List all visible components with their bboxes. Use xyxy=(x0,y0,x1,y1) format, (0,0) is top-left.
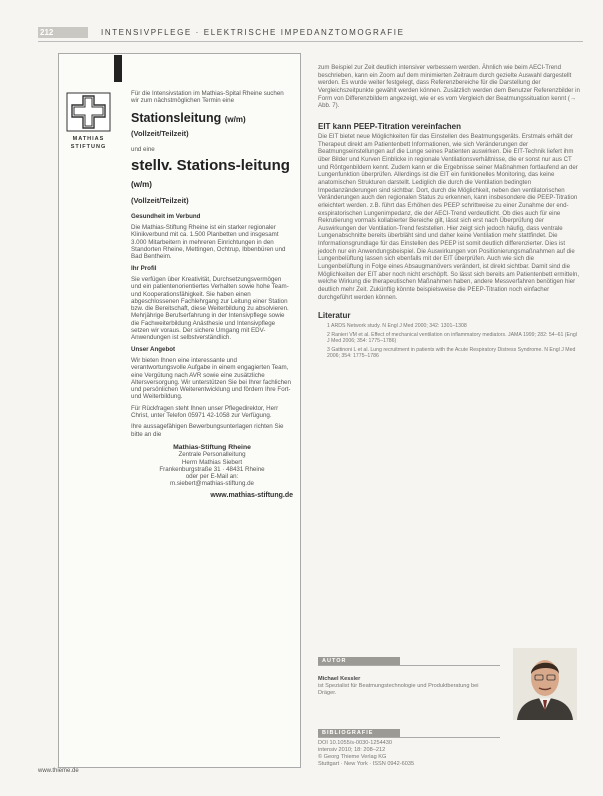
job1-suffix: (w/m) xyxy=(224,114,246,124)
article-subheading: EIT kann PEEP-Titration vereinfachen xyxy=(318,121,461,131)
page-number: 212 xyxy=(38,27,88,38)
author-photo xyxy=(513,648,577,720)
ad-section-heading: Gesundheit im Verbund xyxy=(131,212,201,220)
ad-intro: Für die Intensivstation im Mathias-Spital Rheine suchen wir zum nächstmöglichen Termin eine xyxy=(131,90,284,105)
reference-item: 2 Ranieri VM et al. Effect of mechanical ventilation on inflammatory mediators. JAMA 1999; 282: 54–61 (Engl J Med 2006; 354: 1775–1786) xyxy=(327,331,577,345)
bibliography-box xyxy=(318,740,498,768)
reference-item: 3 Gattinoni L et al. Lung recruitment in patients with the Acute Respiratory Distress Syndrome. N Engl J Med 2006; 354: 1775–1786 xyxy=(327,346,576,359)
bibliography-rule xyxy=(318,737,500,738)
author-tag: AUTOR xyxy=(318,657,400,665)
ad-accent-bar xyxy=(114,55,122,82)
ad-connector: und eine xyxy=(131,145,155,153)
biblio-line: Stuttgart · New York · ISSN 0942-6035 xyxy=(318,761,415,767)
job1-title: Stationsleitung xyxy=(131,110,222,125)
ad-body xyxy=(131,90,293,499)
contact-org: Mathias-Stiftung Rheine xyxy=(173,443,251,451)
author-box xyxy=(318,676,498,697)
job1-sub: (Vollzeit/Teilzeit) xyxy=(131,128,189,138)
author-name: Michael Kessler xyxy=(318,676,361,682)
ad-section-text: Wir bieten Ihnen eine interessante und verantwortungsvolle Aufgabe in einem engagierten Team, eine Vergütung nach AVR sowie eine zusätzliche Altersversorgung. Wir unterstützen Sie bei Ihrer fachlichen und persönlichen Weiterentwicklung und fördern Ihre Fort- und Weiterbildung. xyxy=(131,356,291,401)
job2-title-line xyxy=(131,157,293,193)
contact-line: Zentrale Personalleitung xyxy=(178,451,246,459)
author-role: ist Spezialist für Beatmungstechnologie und Produktberatung bei Dräger. xyxy=(318,683,479,696)
biblio-line: © Georg Thieme Verlag KG xyxy=(318,754,387,760)
reference-item: 1 ARDS Network study. N Engl J Med 2000; 342: 1301–1308 xyxy=(327,323,467,330)
svg-text:MATHIAS: MATHIAS xyxy=(72,136,105,142)
article-paragraph: Die EIT bietet neue Möglichkeiten für das Einstellen des Beatmungsgeräts. Erstmals erhält der Therapeut direkt am Patientenbett Informationen, wie sich Veränderungen der Beatmungseinstellungen auf die Lunge seines Patienten auswirken. Die EIT-Technik liefert ihm über Bilder und Kurven Einblicke in regionale Ventilationsverhältnisse, die er sonst nur aus CT und Röntgenbildern kennt. Zudem kann er die Ergebnisse seiner Maßnahmen fortlaufend an der Lungenfunktion überprüfen. Allerdings ist die EIT ein funktionelles Monitoring, das keine anatomischen Strukturen darstellt. Lediglich die durch die Ventilation bedingten Impedanzänderungen sind sichtbar. Dort, durch die Möglichkeit, neben den ventilatorischen Veränderungen auch den regionalen Status zu erkennen, kann insbesondere die PEEP-Titration erleichtert werden. z.B. führt das Erhöhen des PEEP schrittweise zu einer Zunahme der end-exspiratorischen Lungenimpedanz, die der AECI-Trend verdeutlicht. Ob dies auch für eine Rekrutierung vormals kollabierter Bereiche gilt, lässt sich erst nach Überprüfung der Auswirkungen der Ventilation-Trend feststellen. Hier zeigt sich jedoch häufig, dass ventrale Lungenabschnitte bereits überbläht sind und daher keine Ventilation mehr stattfindet. Die Informationsgrundlage für das Einstellen des PEEP ist somit deutlich differenzierter. Dies ist jedoch nur ein Anwendungsbeispiel. Die Auswirkungen von Positionierungsmaßnahmen auf die Lungenbelüftung lassen sich ebenfalls mit der EIT überprüfen. Auch wie sich die Lungenbelüftung in Folge eines Absaugmanövers verändert, ist direkt sichtbar. Damit sind die Möglichkeiten der EIT aber noch nicht erschöpft. So lässt sich bereits am Patientenbett ermitteln, welche Wirkung die therapeutischen Maßnahmen haben, andere Messverfahren benötigen hier deutlich mehr Zeit. Zukünftig könnte beispielsweise die PEEP-Titration noch einfacher durchgeführt werden können. xyxy=(318,132,580,301)
contact-email[interactable]: m.siebert@mathias-stiftung.de xyxy=(169,480,254,488)
author-portrait-icon xyxy=(513,648,577,720)
ad-section-heading: Ihr Profil xyxy=(131,264,157,272)
ad-url[interactable]: www.mathias-stiftung.de xyxy=(210,491,293,499)
contact-line: oder per E-Mail an: xyxy=(185,473,239,481)
footer-url[interactable]: www.thieme.de xyxy=(38,768,79,774)
contact-line: Frankenburgstraße 31 · 48431 Rheine xyxy=(159,465,265,473)
running-title: INTENSIVPFLEGE · ELEKTRISCHE IMPEDANZTOMOGRAFIE xyxy=(101,28,405,37)
contact-line: Herrn Mathias Siebert xyxy=(181,458,243,466)
job1-title-line xyxy=(131,111,293,127)
svg-text:STIFTUNG: STIFTUNG xyxy=(70,144,107,150)
literature-heading: Literatur xyxy=(318,311,351,321)
article-column xyxy=(318,64,580,361)
bibliography-tag: BIBLIOGRAFIE xyxy=(318,729,400,737)
job2-sub: (Vollzeit/Teilzeit) xyxy=(131,195,189,205)
author-rule xyxy=(318,665,500,666)
header-rule xyxy=(38,41,583,42)
ad-section-text: Sie verfügen über Kreativität, Durchsetzungsvermögen und ein patientenorientiertes Verhalten sowie hohe Team- und Kooperationsfähigkeit. Sie haben einen abgeschlossenen Fachlehrgang zur Leitung einer Station bzw. die Bereitschaft, diese Weiterbildung zu absolvieren. Mehrjährige Berufserfahrung in der Intensivpflege sowie die Fachweiterbildung Anästhesie und Intensivpflege setzen wir voraus. Der sichere Umgang mit EDV-Anwendungen ist selbstverständlich. xyxy=(131,275,289,342)
ad-section-text: Die Mathias-Stiftung Rheine ist ein starker regionaler Klinikverbund mit ca. 1.500 Planbetten und insgesamt 3.000 Mitarbeitern in mehreren Einrichtungen in den Standorten Rheine, Mettingen, Ochtrup, Ibbenbüren und Bad Bentheim. xyxy=(131,224,286,261)
ad-section-heading: Unser Angebot xyxy=(131,345,176,353)
job2-title: stellv. Stations-leitung xyxy=(131,156,290,174)
biblio-line: DOI 10.1055/s-0030-1254430 xyxy=(318,740,393,746)
reference-list xyxy=(318,323,580,359)
mathias-stiftung-logo xyxy=(66,92,111,152)
ad-contact-block xyxy=(131,444,293,488)
ad-contact-note: Für Rückfragen steht Ihnen unser Pflegedirektor, Herr Christ, unter Telefon 05971 42-1058 zur Verfügung. xyxy=(131,404,279,420)
ad-apply-note: Ihre aussagefähigen Bewerbungsunterlagen richten Sie bitte an die xyxy=(131,423,284,438)
job2-suffix: (w/m) xyxy=(131,179,152,189)
cross-logo-icon xyxy=(66,92,111,152)
biblio-line: intensiv 2010; 18: 208–212 xyxy=(318,747,386,753)
article-paragraph: zum Beispiel zur Zeit deutlich intensiver verbessern werden. Ähnlich wie beim AECI-Trend beschrieben, kann ein Zoom auf dem minimierten Zeitraum durch gezielte Auswahl dargestellt werden. Es wurde weiter festgelegt, dass Referenzbereiche für die Darstellung der Vergleichszeitpunkte gewählt werden können. Zusätzlich werden dem Benutzer Referenzbilder in Form von Differenzbildern angezeigt, wie er es vom Vergleich der Beatmungssituation kennt (→ Abb. 7). xyxy=(318,64,580,110)
